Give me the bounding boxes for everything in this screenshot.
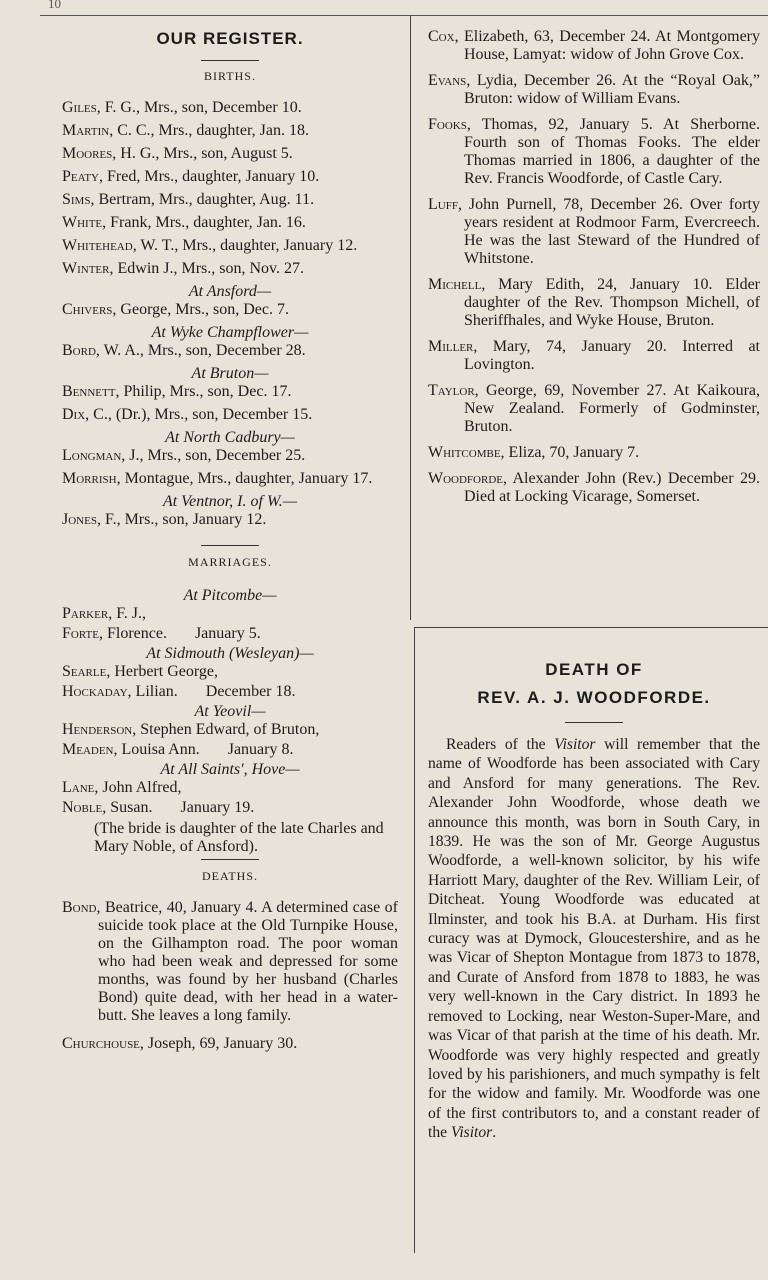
entry-details: , F. J., (108, 605, 147, 622)
marriage-entry (62, 683, 398, 701)
marriage-entry (62, 721, 398, 739)
entry-details: , Mary Edith, 24, January 10. Elder daughter of the Rev. Thompson Michell, of Sheriffhales, and Wyke House, Bruton. (464, 276, 760, 329)
register-title: OUR REGISTER. (156, 29, 304, 48)
article-text: Readers of the (446, 736, 555, 753)
death-entry (428, 338, 760, 374)
birth-entry (62, 447, 398, 465)
entry-details: , Stephen Edward, of Bruton, (132, 721, 320, 738)
entry-details: , Bertram, Mrs., daughter, Aug. 11. (90, 191, 315, 208)
entry-surname: Michell (428, 276, 482, 293)
entry-details: , Beatrice, 40, January 4. A determined case of suicide took place at the Old Turnpike House, on the Gilhampton road. The poor woman who had been weak and depressed for some months, was found by her husband (Charles Bond) quite dead, with her head in a water-butt. She leaves a long family. (96, 899, 398, 1024)
entry-details: , Elizabeth, 63, December 24. At Montgomery House, Lamyat: widow of John Grove Cox. (454, 28, 760, 63)
entry-details: , Lydia, December 26. At the “Royal Oak,” Bruton: widow of William Evans. (464, 72, 760, 107)
entry-details: , W. T., Mrs., daughter, January 12. (132, 237, 358, 254)
entry-details: , Mary, 74, January 20. Interred at Lovington. (464, 338, 760, 373)
entry-details: , F., Mrs., son, January 12. (96, 511, 267, 528)
article-text: will remember that the name of Woodforde has been associated with Cary and Ansford for many generations. The Rev. Alexander John Woodforde, whose death we announce this month, was born in South Cary, in 1839. He was the son of Mr. George Augustus Woodforde, a well-known solicitor, by his wife Harriott Mary, daughter of the Rev. William Leir, of Ditcheat. Young Woodforde was educated at Ilminster, and took his B.A. at Durham. His first curacy was at Dymock, Gloucestershire, and as he was Vicar of Shepton Montague from 1873 to 1878, and Curate of Ansford from 1878 to 1883, he was very well-known in the Cary district. In 1893 he removed to Locking, near Weston-Super-Mare, and was Vicar of that parish at the time of his death. Mr. Woodforde was very highly respected and greatly loved by his parishioners, and much sympathy is felt for the widow and family. Mr. Woodforde was one of the first contributors to, and a constant reader of the (428, 736, 760, 1142)
entry-details: , H. G., Mrs., son, August 5. (112, 145, 293, 162)
deaths-list-right (428, 28, 760, 506)
birth-entry (62, 342, 398, 360)
birth-entry (62, 145, 398, 163)
death-entry (428, 470, 760, 506)
marriage-note: (The bride is daughter of the late Charles and Mary Noble, of Ansford). (94, 820, 384, 855)
left-column (62, 30, 398, 1063)
top-rule (40, 15, 768, 16)
entry-details: , John Alfred, (94, 779, 182, 796)
divider (565, 722, 623, 723)
death-entry (428, 196, 760, 268)
entry-surname: Giles (62, 99, 97, 116)
entry-details: , F. G., Mrs., son, December 10. (96, 99, 302, 116)
entry-surname: Bennett (62, 383, 116, 400)
page-number: 10 (48, 0, 61, 11)
entry-surname: Moores (62, 145, 113, 162)
entry-surname: Miller (428, 338, 474, 355)
entry-surname: Hockaday (62, 683, 128, 700)
entry-surname: Jones (62, 511, 97, 528)
marriage-entry (62, 779, 398, 797)
death-entry (428, 28, 760, 64)
marriage-entry (62, 605, 398, 623)
divider (201, 60, 259, 61)
entry-surname: Woodforde (428, 470, 503, 487)
entry-details: , Thomas, 92, January 5. At Sherborne. Fourth son of Thomas Fooks. The elder Thomas married in 1806, a daughter of the Rev. Francis Woodforde, of Castle Cary. (464, 116, 760, 187)
birth-entry (62, 406, 398, 424)
place-heading: At Bruton— (191, 365, 269, 382)
entry-surname: Parker (62, 605, 109, 622)
entry-details: , J., Mrs., son, December 25. (121, 447, 306, 464)
entry-details: , Susan. (102, 799, 153, 816)
place-heading: At Sidmouth (Wesleyan)— (146, 645, 314, 662)
death-entry (62, 899, 398, 1025)
death-entry (428, 276, 760, 330)
entry-details: , C., (Dr.), Mrs., son, December 15. (85, 406, 313, 423)
entry-surname: Lane (62, 779, 95, 796)
birth-entry (62, 122, 398, 140)
entry-details: , John Purnell, 78, December 26. Over forty years resident at Rodmoor Farm, Evercreech. He was the last Steward of the Hundred of Whitstone. (457, 196, 760, 267)
article-title-line2: REV. A. J. WOODFORDE. (477, 688, 711, 707)
entry-surname: Chivers (62, 301, 113, 318)
obituary-article (428, 658, 760, 1143)
entry-surname: Searle (62, 663, 107, 680)
entry-details: , C. C., Mrs., daughter, Jan. 18. (109, 122, 309, 139)
birth-entry (62, 191, 398, 209)
entry-surname: Luff (428, 196, 458, 213)
marriages-list (62, 587, 398, 817)
entry-date: January 5. (194, 625, 261, 642)
entry-details: , Louisa Ann. (113, 741, 200, 758)
entry-details: , Frank, Mrs., daughter, Jan. 16. (102, 214, 306, 231)
divider (201, 545, 259, 546)
entry-surname: Whitcombe (428, 444, 501, 461)
entry-details: , George, Mrs., son, Dec. 7. (112, 301, 289, 318)
birth-entry (62, 214, 398, 232)
marriages-heading: MARRIAGES. (188, 555, 272, 569)
divider (201, 859, 259, 860)
article-title-line1: DEATH OF (545, 660, 643, 679)
birth-entry (62, 511, 398, 529)
births-heading: BIRTHS. (204, 69, 256, 83)
birth-entry (62, 383, 398, 401)
article-body (428, 735, 760, 1143)
entry-details: , George, 69, November 27. At Kaikoura, New Zealand. Formerly of Godminster, Bruton. (464, 382, 760, 435)
entry-surname: Longman (62, 447, 122, 464)
entry-surname: Cox (428, 28, 455, 45)
death-entry (428, 444, 760, 462)
marriage-entry (62, 625, 398, 643)
birth-entry (62, 260, 398, 278)
entry-details: , Eliza, 70, January 7. (500, 444, 640, 461)
birth-entry (62, 301, 398, 319)
place-heading: At Wyke Champflower— (151, 324, 309, 341)
place-heading: At Yeovil— (194, 703, 266, 720)
birth-entry (62, 99, 398, 117)
marriage-entry (62, 741, 398, 759)
entry-surname: Taylor (428, 382, 475, 399)
entry-details: , W. A., Mrs., son, December 28. (95, 342, 306, 359)
death-entry (62, 1035, 398, 1053)
column-divider-top (410, 15, 411, 620)
place-heading: At Pitcombe— (183, 587, 277, 604)
right-column (428, 28, 760, 514)
article-top-rule (414, 627, 768, 628)
place-heading: At Ansford— (188, 283, 272, 300)
entry-date: January 8. (227, 741, 294, 758)
death-entry (428, 116, 760, 188)
births-list (62, 99, 398, 529)
birth-entry (62, 168, 398, 186)
entry-surname: Evans (428, 72, 467, 89)
entry-details: , Lilian. (127, 683, 178, 700)
entry-details: , Fred, Mrs., daughter, January 10. (99, 168, 320, 185)
birth-entry (62, 470, 398, 488)
entry-surname: Sims (62, 191, 91, 208)
article-text-italic: Visitor (450, 1124, 493, 1142)
entry-surname: Peaty (62, 168, 100, 185)
entry-surname: Bond (62, 899, 97, 916)
place-heading: At All Saints', Hove— (160, 761, 300, 778)
entry-surname: Fooks (428, 116, 467, 133)
article-text: . (492, 1124, 497, 1142)
birth-entry (62, 237, 398, 255)
entry-details: , Alexander John (Rev.) December 29. Died at Locking Vicarage, Somerset. (464, 470, 760, 505)
place-heading: At North Cadbury— (165, 429, 295, 446)
entry-surname: Dix (62, 406, 86, 423)
entry-surname: Forte (62, 625, 99, 642)
deaths-heading: DEATHS. (201, 869, 258, 883)
place-heading: At Ventnor, I. of W.— (162, 493, 298, 510)
entry-surname: White (62, 214, 103, 231)
entry-details: , Edwin J., Mrs., son, Nov. 27. (109, 260, 305, 277)
entry-surname: Meaden (62, 741, 114, 758)
entry-surname: Henderson (62, 721, 133, 738)
marriage-entry (62, 799, 398, 817)
entry-surname: Morrish (62, 470, 117, 487)
entry-surname: Bord (62, 342, 96, 359)
marriage-entry (62, 663, 398, 681)
entry-surname: Noble (62, 799, 103, 816)
entry-surname: Winter (62, 260, 110, 277)
entry-details: , Florence. (98, 625, 167, 642)
entry-details: , Philip, Mrs., son, Dec. 17. (115, 383, 292, 400)
entry-surname: Churchouse (62, 1035, 140, 1052)
deaths-list-left (62, 899, 398, 1053)
entry-date: January 19. (180, 799, 255, 816)
entry-details: , Joseph, 69, January 30. (139, 1035, 298, 1052)
entry-surname: Martin (62, 122, 110, 139)
death-entry (428, 382, 760, 436)
article-text-italic: Visitor (554, 736, 596, 753)
entry-details: , Herbert George, (106, 663, 218, 680)
entry-details: , Montague, Mrs., daughter, January 17. (116, 470, 373, 487)
death-entry (428, 72, 760, 108)
entry-surname: Whitehead (62, 237, 133, 254)
column-divider-bottom (414, 628, 415, 1253)
entry-date: December 18. (205, 683, 296, 700)
